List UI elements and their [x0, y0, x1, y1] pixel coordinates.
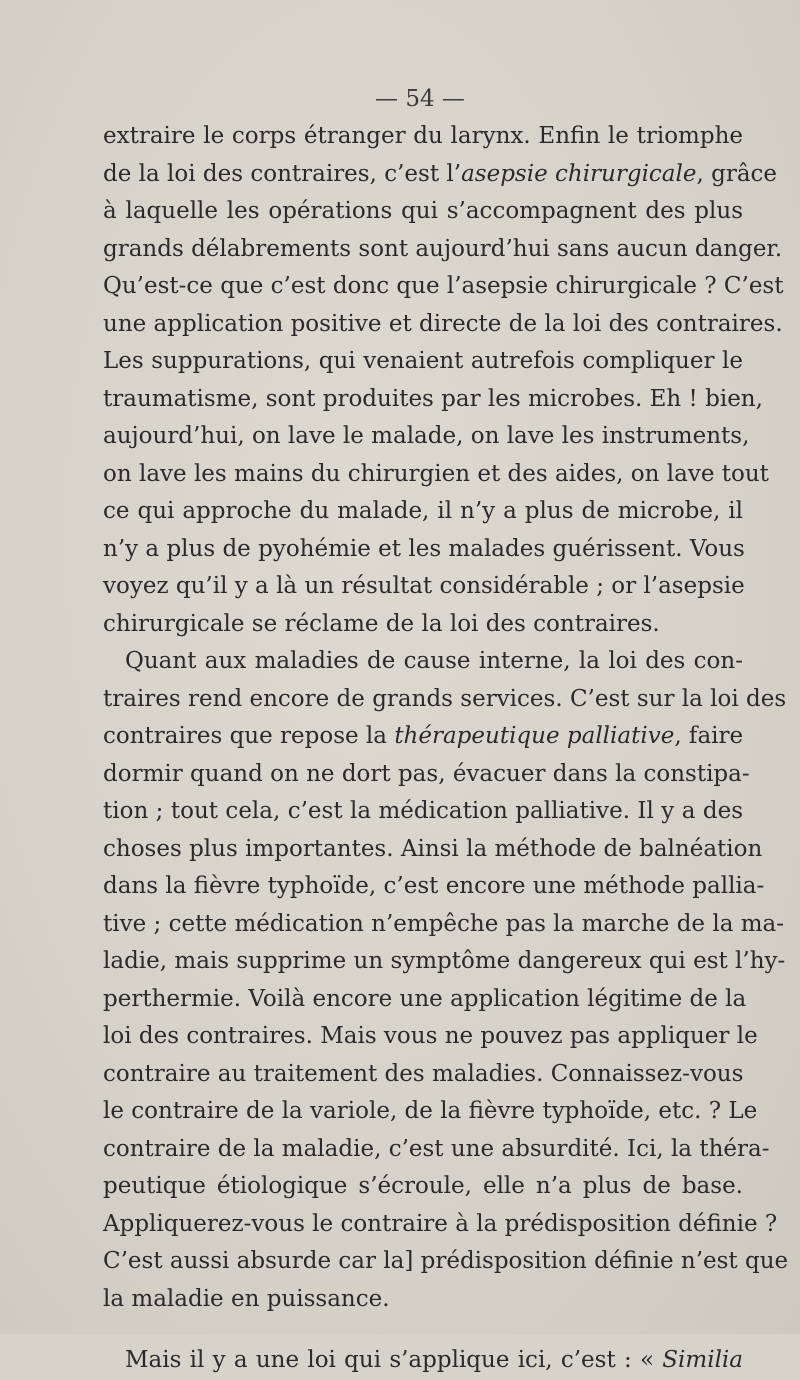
text-line: la maladie en puissance. [103, 1285, 390, 1312]
text-line: tion ; tout cela, c’est la médication palliative. Il y a des [103, 798, 743, 824]
text-line [103, 718, 743, 756]
paragraph-gap [103, 1318, 743, 1342]
text-line: traires rend encore de grands services. C’est sur la loi des [103, 685, 787, 712]
text-line: n’y a plus de pyohémie et les malades guérissent. Vous [103, 535, 745, 562]
text-line: Les suppurations, qui venaient autrefois compliquer le [103, 348, 743, 374]
text-line: traumatisme, sont produites par les microbes. Eh ! bien, [103, 385, 763, 412]
text-line: peutique étiologique s’écroule, elle n’a plus de base. [103, 1173, 743, 1199]
text-fragment: , faire [674, 723, 744, 749]
italic-term: asepsie chirurgicale [461, 160, 697, 187]
text-line: perthermie. Voilà encore une application légitime de la [103, 985, 747, 1012]
paragraph-2 [103, 643, 789, 1318]
text-line: Qu’est-ce que c’est donc que l’asepsie chirurgicale ? C’est [103, 273, 784, 299]
text-line: à laquelle les opérations qui s’accompagnent des plus [103, 198, 743, 224]
text-line: grands délabrements sont aujourd’hui sans aucun danger. [103, 235, 783, 262]
text-fragment: Mais il y a une loi qui s’applique ici, c’est : « [125, 1347, 663, 1373]
text-fragment: , grâce [696, 160, 778, 187]
text-line: le contraire de la variole, de la fièvre typhoïde, etc. ? Le [103, 1098, 758, 1124]
text-line: ladie, mais supprime un symptôme dangereux qui est l’hy- [103, 948, 786, 974]
text-line: une application positive et directe de la loi des contraires. [103, 310, 783, 337]
text-line: Appliquerez-vous le contraire à la prédisposition définie ? [103, 1210, 778, 1237]
page-number: — 54 — [375, 86, 465, 112]
paragraph-1 [103, 118, 784, 643]
text-line: Quant aux maladies de cause interne, la loi des con- [125, 648, 743, 674]
text-fragment: contraires que repose la [103, 723, 395, 749]
text-line [103, 156, 778, 194]
text-line: dormir quand on ne dort pas, évacuer dans la constipa- [103, 760, 750, 787]
text-line: extraire le corps étranger du larynx. Enfin le triomphe [103, 123, 743, 149]
text-line: on lave les mains du chirurgien et des aides, on lave tout [103, 460, 769, 487]
text-line: contraire au traitement des maladies. Connaissez-vous [103, 1060, 744, 1087]
body-text [103, 118, 789, 1380]
italic-term: Similia [662, 1347, 743, 1373]
text-line: ce qui approche du malade, il n’y a plus de microbe, il [103, 498, 743, 524]
text-line: choses plus importantes. Ainsi la méthode de balnéation [103, 835, 763, 862]
text-line [103, 1342, 743, 1380]
text-fragment: de la loi des contraires, c’est l’ [103, 160, 462, 187]
paragraph-3 [103, 1342, 743, 1380]
text-line: C’est aussi absurde car la] prédisposition définie n’est que [103, 1248, 789, 1274]
text-line: contraire de la maladie, c’est une absurdité. Ici, la théra- [103, 1135, 770, 1162]
text-line: dans la fièvre typhoïde, c’est encore une méthode pallia- [103, 873, 765, 899]
text-line: tive ; cette médication n’empêche pas la marche de la ma- [103, 910, 785, 937]
text-line: chirurgicale se réclame de la loi des contraires. [103, 610, 660, 637]
text-line: aujourd’hui, on lave le malade, on lave les instruments, [103, 423, 750, 449]
italic-term: thérapeutique palliative [394, 723, 675, 749]
text-line: voyez qu’il y a là un résultat considérable ; or l’asepsie [103, 573, 745, 599]
text-line: loi des contraires. Mais vous ne pouvez pas appliquer le [103, 1023, 758, 1049]
